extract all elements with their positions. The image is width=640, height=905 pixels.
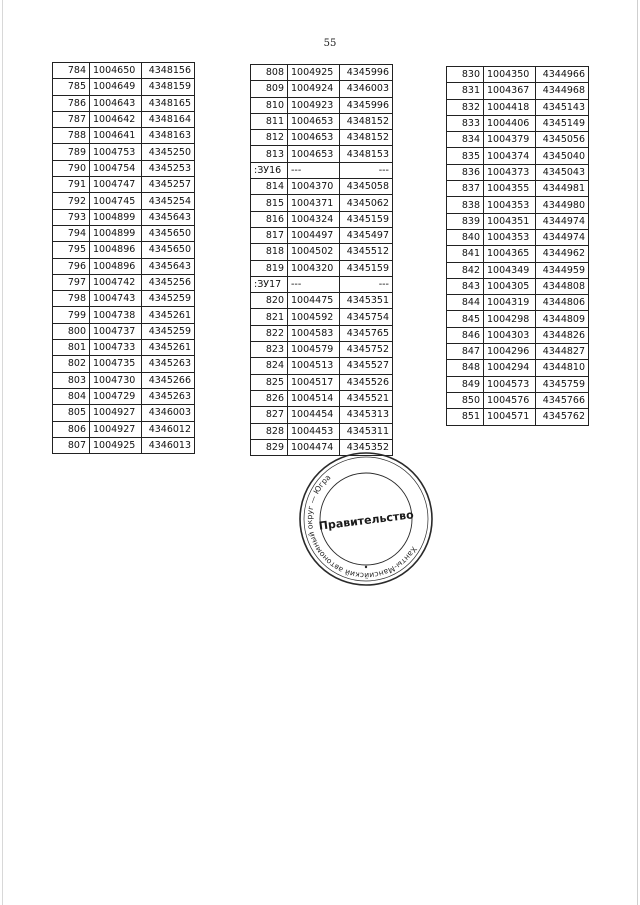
table-row	[53, 160, 195, 176]
point-number-cell: 807	[53, 437, 90, 453]
point-number-cell: 797	[53, 274, 90, 290]
point-number-cell: 790	[53, 160, 90, 176]
y-coordinate-cell: 4345159	[340, 260, 393, 276]
point-number-cell: 815	[251, 195, 288, 211]
table-row	[53, 111, 195, 127]
point-number-cell: 818	[251, 244, 288, 260]
x-coordinate-cell: 1004418	[484, 99, 536, 115]
y-coordinate-cell: 4345266	[142, 372, 195, 388]
point-number-cell: 820	[251, 293, 288, 309]
y-coordinate-cell: 4345259	[142, 323, 195, 339]
table-row	[53, 128, 195, 144]
coordinates-table-right	[446, 66, 589, 426]
point-number-cell: 794	[53, 225, 90, 241]
y-coordinate-cell: ---	[340, 162, 393, 178]
point-number-cell: 791	[53, 177, 90, 193]
table-row	[53, 372, 195, 388]
x-coordinate-cell: 1004371	[288, 195, 340, 211]
point-number-cell: 816	[251, 211, 288, 227]
y-coordinate-cell: 4345759	[536, 376, 589, 392]
x-coordinate-cell: 1004745	[90, 193, 142, 209]
table-row	[53, 258, 195, 274]
x-coordinate-cell: 1004353	[484, 197, 536, 213]
x-coordinate-cell: 1004592	[288, 309, 340, 325]
stamp-dot	[365, 566, 367, 568]
table-row	[53, 63, 195, 79]
x-coordinate-cell: 1004573	[484, 376, 536, 392]
y-coordinate-cell: 4345062	[340, 195, 393, 211]
x-coordinate-cell: 1004355	[484, 181, 536, 197]
x-coordinate-cell: 1004497	[288, 227, 340, 243]
government-seal-stamp	[296, 449, 436, 589]
table-row	[53, 388, 195, 404]
x-coordinate-cell: 1004642	[90, 111, 142, 127]
x-coordinate-cell: 1004513	[288, 358, 340, 374]
x-coordinate-cell: 1004650	[90, 63, 142, 79]
table-row	[447, 197, 589, 213]
scan-edge-left	[2, 0, 3, 905]
point-number-cell: :ЗУ17	[251, 276, 288, 292]
table-row	[447, 344, 589, 360]
x-coordinate-cell: 1004296	[484, 344, 536, 360]
x-coordinate-cell: 1004737	[90, 323, 142, 339]
y-coordinate-cell: 4345143	[536, 99, 589, 115]
x-coordinate-cell: 1004730	[90, 372, 142, 388]
x-coordinate-cell: 1004294	[484, 360, 536, 376]
table-row	[447, 327, 589, 343]
x-coordinate-cell: 1004896	[90, 242, 142, 258]
point-number-cell: 792	[53, 193, 90, 209]
point-number-cell: 809	[251, 81, 288, 97]
x-coordinate-cell: 1004454	[288, 407, 340, 423]
table-row	[251, 423, 393, 439]
y-coordinate-cell: 4345253	[142, 160, 195, 176]
table-row	[251, 358, 393, 374]
table-row	[53, 209, 195, 225]
coordinates-table-left	[52, 62, 195, 454]
x-coordinate-cell: 1004514	[288, 390, 340, 406]
y-coordinate-cell: 4345263	[142, 356, 195, 372]
table-row	[447, 213, 589, 229]
point-number-cell: 838	[447, 197, 484, 213]
point-number-cell: 804	[53, 388, 90, 404]
x-coordinate-cell: 1004373	[484, 164, 536, 180]
table-row	[251, 65, 393, 81]
point-number-cell: 806	[53, 421, 90, 437]
point-number-cell: 819	[251, 260, 288, 276]
x-coordinate-cell: 1004641	[90, 128, 142, 144]
table-row	[447, 376, 589, 392]
point-number-cell: 784	[53, 63, 90, 79]
table-row	[251, 276, 393, 292]
x-coordinate-cell: 1004305	[484, 278, 536, 294]
x-coordinate-cell: 1004729	[90, 388, 142, 404]
x-coordinate-cell: 1004649	[90, 79, 142, 95]
y-coordinate-cell: 4345996	[340, 65, 393, 81]
point-number-cell: 786	[53, 95, 90, 111]
x-coordinate-cell: 1004571	[484, 409, 536, 425]
x-coordinate-cell: 1004653	[288, 146, 340, 162]
scan-edge-right	[637, 0, 638, 905]
point-number-cell: 798	[53, 291, 90, 307]
table-row	[251, 179, 393, 195]
point-number-cell: 825	[251, 374, 288, 390]
x-coordinate-cell: 1004924	[288, 81, 340, 97]
table-row	[447, 83, 589, 99]
point-number-cell: 840	[447, 229, 484, 245]
page-number: 55	[323, 38, 337, 49]
y-coordinate-cell: 4345526	[340, 374, 393, 390]
y-coordinate-cell: 4348159	[142, 79, 195, 95]
table-row	[251, 162, 393, 178]
y-coordinate-cell: 4344974	[536, 229, 589, 245]
y-coordinate-cell: 4345643	[142, 209, 195, 225]
x-coordinate-cell: 1004365	[484, 246, 536, 262]
point-number-cell: 796	[53, 258, 90, 274]
point-number-cell: 808	[251, 65, 288, 81]
x-coordinate-cell: 1004298	[484, 311, 536, 327]
x-coordinate-cell: 1004351	[484, 213, 536, 229]
x-coordinate-cell: 1004303	[484, 327, 536, 343]
point-number-cell: 788	[53, 128, 90, 144]
y-coordinate-cell: 4348164	[142, 111, 195, 127]
x-coordinate-cell: 1004576	[484, 392, 536, 408]
point-number-cell: 824	[251, 358, 288, 374]
stamp-ring-text	[296, 471, 429, 589]
point-number-cell: 835	[447, 148, 484, 164]
table-row	[251, 342, 393, 358]
point-number-cell: 805	[53, 405, 90, 421]
point-number-cell: 802	[53, 356, 90, 372]
stamp-ring-text-path: Ханты-Мансийский автономный округ — Югра	[304, 472, 419, 581]
y-coordinate-cell: 4345650	[142, 225, 195, 241]
y-coordinate-cell: 4345643	[142, 258, 195, 274]
table-row	[251, 113, 393, 129]
x-coordinate-cell: 1004475	[288, 293, 340, 309]
x-coordinate-cell: 1004320	[288, 260, 340, 276]
y-coordinate-cell: 4345754	[340, 309, 393, 325]
y-coordinate-cell: 4345261	[142, 307, 195, 323]
point-number-cell: 789	[53, 144, 90, 160]
x-coordinate-cell: 1004747	[90, 177, 142, 193]
y-coordinate-cell: 4345762	[536, 409, 589, 425]
table-row	[53, 356, 195, 372]
table-row	[53, 437, 195, 453]
table-row	[251, 390, 393, 406]
table-row	[447, 311, 589, 327]
x-coordinate-cell: 1004517	[288, 374, 340, 390]
y-coordinate-cell: 4345058	[340, 179, 393, 195]
y-coordinate-cell: 4348165	[142, 95, 195, 111]
y-coordinate-cell: 4346012	[142, 421, 195, 437]
y-coordinate-cell: 4345351	[340, 293, 393, 309]
point-number-cell: 832	[447, 99, 484, 115]
table-row	[53, 242, 195, 258]
table-row	[53, 274, 195, 290]
x-coordinate-cell: 1004753	[90, 144, 142, 160]
y-coordinate-cell: 4345766	[536, 392, 589, 408]
table-row	[53, 79, 195, 95]
x-coordinate-cell: 1004927	[90, 421, 142, 437]
point-number-cell: 846	[447, 327, 484, 343]
table-row	[53, 177, 195, 193]
point-number-cell: 844	[447, 295, 484, 311]
point-number-cell: 814	[251, 179, 288, 195]
y-coordinate-cell: 4345765	[340, 325, 393, 341]
x-coordinate-cell: 1004353	[484, 229, 536, 245]
x-coordinate-cell: 1004653	[288, 130, 340, 146]
x-coordinate-cell: 1004350	[484, 67, 536, 83]
point-number-cell: 827	[251, 407, 288, 423]
y-coordinate-cell: 4345149	[536, 115, 589, 131]
point-number-cell: 848	[447, 360, 484, 376]
point-number-cell: 810	[251, 97, 288, 113]
x-coordinate-cell: 1004324	[288, 211, 340, 227]
table-row	[447, 67, 589, 83]
x-coordinate-cell: 1004735	[90, 356, 142, 372]
y-coordinate-cell: 4344981	[536, 181, 589, 197]
table-row	[53, 291, 195, 307]
y-coordinate-cell: 4344827	[536, 344, 589, 360]
point-number-cell: 800	[53, 323, 90, 339]
x-coordinate-cell: 1004754	[90, 160, 142, 176]
y-coordinate-cell: 4345352	[340, 439, 393, 455]
table-row	[251, 260, 393, 276]
table-row	[251, 227, 393, 243]
point-number-cell: 834	[447, 132, 484, 148]
table-row	[53, 323, 195, 339]
table-row	[53, 340, 195, 356]
y-coordinate-cell: 4344959	[536, 262, 589, 278]
point-number-cell: 836	[447, 164, 484, 180]
point-number-cell: 826	[251, 390, 288, 406]
y-coordinate-cell: 4345650	[142, 242, 195, 258]
x-coordinate-cell: 1004370	[288, 179, 340, 195]
y-coordinate-cell: 4345311	[340, 423, 393, 439]
x-coordinate-cell: 1004925	[288, 65, 340, 81]
y-coordinate-cell: 4344968	[536, 83, 589, 99]
x-coordinate-cell: 1004733	[90, 340, 142, 356]
y-coordinate-cell: 4345521	[340, 390, 393, 406]
y-coordinate-cell: 4344826	[536, 327, 589, 343]
x-coordinate-cell: ---	[288, 162, 340, 178]
point-number-cell: 785	[53, 79, 90, 95]
x-coordinate-cell: 1004583	[288, 325, 340, 341]
y-coordinate-cell: 4345250	[142, 144, 195, 160]
point-number-cell: 851	[447, 409, 484, 425]
y-coordinate-cell: 4344808	[536, 278, 589, 294]
table-row	[251, 211, 393, 227]
x-coordinate-cell: 1004643	[90, 95, 142, 111]
table-row	[53, 144, 195, 160]
x-coordinate-cell: 1004743	[90, 291, 142, 307]
y-coordinate-cell: 4344966	[536, 67, 589, 83]
y-coordinate-cell: 4345259	[142, 291, 195, 307]
stamp-center-text: Правительство	[318, 508, 415, 533]
table-row	[251, 407, 393, 423]
y-coordinate-cell: 4345527	[340, 358, 393, 374]
y-coordinate-cell: 4348156	[142, 63, 195, 79]
y-coordinate-cell: 4345043	[536, 164, 589, 180]
y-coordinate-cell: 4346003	[340, 81, 393, 97]
table-row	[447, 360, 589, 376]
x-coordinate-cell: 1004896	[90, 258, 142, 274]
y-coordinate-cell: 4344810	[536, 360, 589, 376]
y-coordinate-cell: 4345497	[340, 227, 393, 243]
table-row	[447, 148, 589, 164]
point-number-cell: 803	[53, 372, 90, 388]
y-coordinate-cell: 4344962	[536, 246, 589, 262]
table-row	[251, 97, 393, 113]
table-row	[53, 307, 195, 323]
table-row	[251, 146, 393, 162]
point-number-cell: 787	[53, 111, 90, 127]
y-coordinate-cell: ---	[340, 276, 393, 292]
x-coordinate-cell: 1004374	[484, 148, 536, 164]
table-row	[447, 246, 589, 262]
point-number-cell: 847	[447, 344, 484, 360]
point-number-cell: 817	[251, 227, 288, 243]
x-coordinate-cell: 1004579	[288, 342, 340, 358]
table-row	[251, 244, 393, 260]
y-coordinate-cell: 4345261	[142, 340, 195, 356]
y-coordinate-cell: 4345752	[340, 342, 393, 358]
table-row	[447, 278, 589, 294]
x-coordinate-cell: 1004738	[90, 307, 142, 323]
table-row	[447, 295, 589, 311]
table-row	[251, 325, 393, 341]
table-row	[251, 293, 393, 309]
table-row	[251, 374, 393, 390]
table-row	[447, 409, 589, 425]
point-number-cell: 831	[447, 83, 484, 99]
point-number-cell: 837	[447, 181, 484, 197]
x-coordinate-cell: 1004349	[484, 262, 536, 278]
y-coordinate-cell: 4345256	[142, 274, 195, 290]
y-coordinate-cell: 4348152	[340, 113, 393, 129]
table-row	[447, 132, 589, 148]
table-row	[251, 130, 393, 146]
x-coordinate-cell: 1004319	[484, 295, 536, 311]
x-coordinate-cell: 1004742	[90, 274, 142, 290]
y-coordinate-cell: 4346003	[142, 405, 195, 421]
table-row	[447, 181, 589, 197]
x-coordinate-cell: 1004379	[484, 132, 536, 148]
y-coordinate-cell: 4344806	[536, 295, 589, 311]
y-coordinate-cell: 4345512	[340, 244, 393, 260]
x-coordinate-cell: 1004899	[90, 209, 142, 225]
x-coordinate-cell: 1004923	[288, 97, 340, 113]
x-coordinate-cell: 1004653	[288, 113, 340, 129]
point-number-cell: 843	[447, 278, 484, 294]
point-number-cell: 801	[53, 340, 90, 356]
point-number-cell: 845	[447, 311, 484, 327]
table-row	[53, 225, 195, 241]
x-coordinate-cell: 1004502	[288, 244, 340, 260]
y-coordinate-cell: 4345254	[142, 193, 195, 209]
point-number-cell: 841	[447, 246, 484, 262]
table-row	[53, 193, 195, 209]
table-row	[447, 115, 589, 131]
point-number-cell: :ЗУ16	[251, 162, 288, 178]
x-coordinate-cell: 1004927	[90, 405, 142, 421]
y-coordinate-cell: 4345313	[340, 407, 393, 423]
y-coordinate-cell: 4344809	[536, 311, 589, 327]
point-number-cell: 828	[251, 423, 288, 439]
y-coordinate-cell: 4345996	[340, 97, 393, 113]
table-row	[53, 421, 195, 437]
y-coordinate-cell: 4345257	[142, 177, 195, 193]
table-row	[447, 229, 589, 245]
y-coordinate-cell: 4345040	[536, 148, 589, 164]
table-row	[447, 262, 589, 278]
x-coordinate-cell: 1004367	[484, 83, 536, 99]
coordinates-table-middle	[250, 64, 393, 456]
table-row	[251, 81, 393, 97]
point-number-cell: 823	[251, 342, 288, 358]
point-number-cell: 822	[251, 325, 288, 341]
point-number-cell: 842	[447, 262, 484, 278]
y-coordinate-cell: 4344974	[536, 213, 589, 229]
point-number-cell: 830	[447, 67, 484, 83]
table-row	[53, 95, 195, 111]
x-coordinate-cell: 1004899	[90, 225, 142, 241]
point-number-cell: 793	[53, 209, 90, 225]
table-row	[447, 392, 589, 408]
point-number-cell: 812	[251, 130, 288, 146]
point-number-cell: 813	[251, 146, 288, 162]
x-coordinate-cell: 1004925	[90, 437, 142, 453]
y-coordinate-cell: 4348152	[340, 130, 393, 146]
point-number-cell: 829	[251, 439, 288, 455]
table-row	[447, 99, 589, 115]
y-coordinate-cell: 4345159	[340, 211, 393, 227]
table-row	[251, 309, 393, 325]
point-number-cell: 795	[53, 242, 90, 258]
point-number-cell: 849	[447, 376, 484, 392]
point-number-cell: 799	[53, 307, 90, 323]
point-number-cell: 839	[447, 213, 484, 229]
x-coordinate-cell: 1004453	[288, 423, 340, 439]
table-row	[53, 405, 195, 421]
point-number-cell: 850	[447, 392, 484, 408]
y-coordinate-cell: 4348153	[340, 146, 393, 162]
table-row	[447, 164, 589, 180]
point-number-cell: 811	[251, 113, 288, 129]
point-number-cell: 821	[251, 309, 288, 325]
y-coordinate-cell: 4345056	[536, 132, 589, 148]
x-coordinate-cell: 1004474	[288, 439, 340, 455]
y-coordinate-cell: 4344980	[536, 197, 589, 213]
y-coordinate-cell: 4345263	[142, 388, 195, 404]
point-number-cell: 833	[447, 115, 484, 131]
x-coordinate-cell: ---	[288, 276, 340, 292]
y-coordinate-cell: 4346013	[142, 437, 195, 453]
y-coordinate-cell: 4348163	[142, 128, 195, 144]
table-row	[251, 195, 393, 211]
x-coordinate-cell: 1004406	[484, 115, 536, 131]
